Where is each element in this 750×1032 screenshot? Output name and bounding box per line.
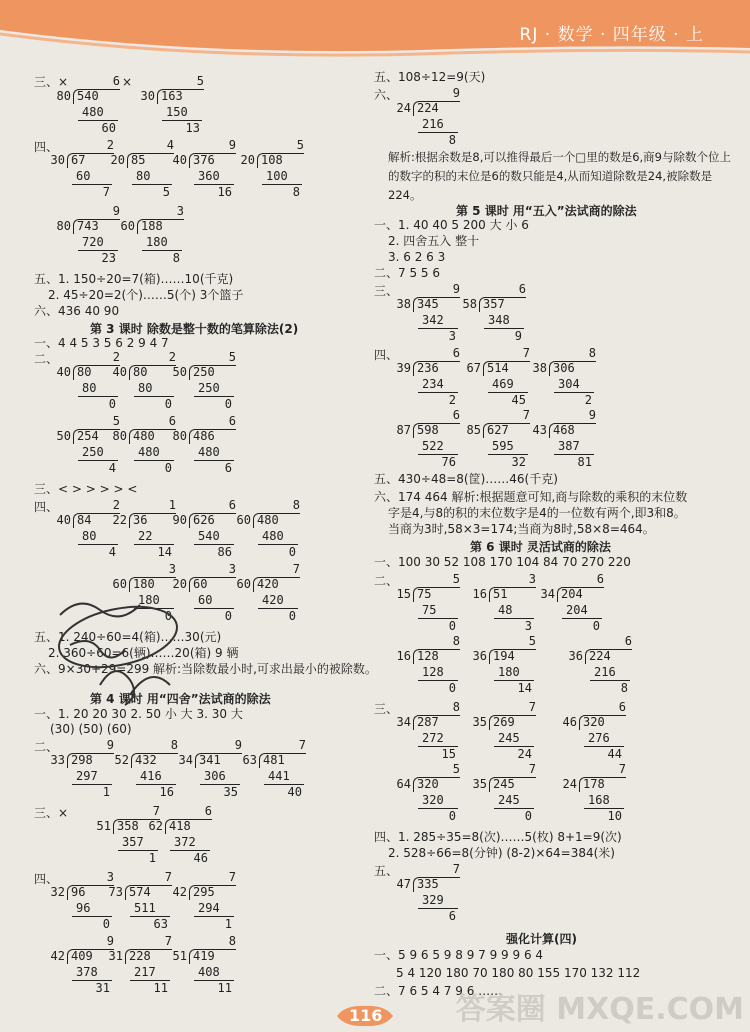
div-g: 9 80 743 720 23 [56,204,120,265]
div-a: 6 80 540 480 60 [56,74,120,135]
l5-yi3: 3. 6 2 6 3 [388,250,446,264]
r-div-q: 7 35 269 245 24 [472,700,536,761]
r-div-f: 8 38 306 304 2 [532,346,596,407]
div-af: 7 31 228 217 11 [108,934,172,995]
l5-er: 二、7 5 5 6 [374,266,440,280]
left-si-label: 四、 [34,140,59,154]
l3-wu2: 2. 360÷60=6(辆)……20(箱) 9 辆 [48,646,239,660]
r-div-i: 9 43 468 387 81 [532,408,596,469]
r-div-a: 9 24 224 216 8 [396,86,460,147]
l3-si: 四、 [34,500,59,514]
div-l: 5 50 254 250 4 [56,414,120,475]
r-div-c: 6 58 357 348 9 [462,282,526,343]
l3-san: 三、< > > > > < [34,482,138,496]
l6-er: 二、 [374,574,399,588]
left-san-label2: × [122,75,133,89]
r-div-d: 6 39 236 234 2 [396,346,460,407]
drill-row1: 一、5 9 6 5 9 8 9 7 9 9 9 6 4 [374,948,544,962]
div-n: 6 80 486 480 6 [172,414,236,475]
div-h: 3 60 188 180 8 [120,204,184,265]
l5-san: 三、 [374,284,399,298]
div-ae: 9 42 409 378 31 [50,934,114,995]
div-b: 5 30 163 150 13 [140,74,204,135]
div-p: 1 22 36 22 14 [112,498,176,559]
div-i: 2 40 80 80 0 [56,350,120,411]
div-f: 5 20 108 100 8 [240,138,304,199]
r-div-k: 3 16 51 48 3 [472,572,536,633]
r-div-b: 9 38 345 342 3 [396,282,460,343]
l5-yi2: 2. 四舍五入 整十 [388,234,480,248]
div-e: 9 40 376 360 16 [172,138,236,199]
div-j: 2 40 80 80 0 [112,350,176,411]
div-ad: 7 42 295 294 1 [172,870,236,931]
l6-wu: 五、 [374,864,399,878]
div-d: 4 20 85 80 5 [110,138,174,199]
r-div-s: 5 64 320 320 0 [396,762,460,823]
div-z: 7 51 358 357 1 [96,804,160,865]
right-liu: 六、 [374,88,399,102]
div-t: 3 20 60 60 0 [172,562,236,623]
r-div-e: 7 67 514 469 45 [466,346,530,407]
r-div-v: 7 47 335 329 6 [396,862,460,923]
r-div-u: 7 24 178 168 10 [562,762,626,823]
l5-liu2: 字是4,与8的积的末位数字是4的一位数有两个,即3和8。 [388,506,686,520]
left-liu: 六、436 40 90 [34,304,120,318]
div-m: 6 80 480 480 0 [112,414,176,475]
div-c: 2 30 67 60 7 [50,138,114,199]
l5-si: 四、 [374,348,399,362]
lesson4-heading: 第 4 课时 用“四舍”法试商的除法 [90,692,271,706]
l4-yi: 一、1. 20 20 30 2. 50 小 大 3. 30 大 [34,707,243,721]
handwritten-stamp [40,575,190,735]
l5-liu1: 六、174 464 解析:根据题意可知,商与除数的乘积的末位数 [374,490,688,504]
r-div-p: 8 34 287 272 15 [396,700,460,761]
l4-san: 三、× [34,806,69,820]
drill-row3: 二、7 6 5 4 7 9 6 …… [374,984,503,998]
l3-wu1: 五、1. 240÷60=4(箱)……30(元) [34,630,222,644]
l3-yi: 一、4 4 5 3 5 6 2 9 4 7 [34,336,169,350]
l5-yi1: 一、1. 40 40 5 200 大 小 6 [374,218,529,232]
r-div-m: 8 16 128 128 0 [396,634,460,695]
l3-er: 二、 [34,352,59,366]
r-div-r: 6 46 320 276 44 [562,700,626,761]
page-number: 116 [349,1006,383,1025]
r-div-l: 6 34 204 204 0 [540,572,604,633]
l5-wu: 五、430÷48=8(筐)……46(千克) [374,472,558,486]
r-div-n: 5 36 194 180 14 [472,634,536,695]
l6-yi: 一、100 30 52 108 170 104 84 70 270 220 [374,555,631,569]
l4-si: 四、 [34,872,59,886]
div-k: 5 50 250 250 0 [172,350,236,411]
div-ac: 7 73 574 511 63 [108,870,172,931]
div-s: 3 60 180 180 0 [112,562,176,623]
div-ab: 3 32 96 96 0 [50,870,114,931]
div-o: 2 40 84 80 4 [56,498,120,559]
div-u: 7 60 420 420 0 [236,562,300,623]
book-title: RJ · 数学 · 四年级 · 上 [519,25,704,45]
drill-row2: 5 4 120 180 70 180 80 155 170 132 112 [396,966,641,980]
analysis-note: 解析:根据余数是8,可以推得最后一个□里的数是6,商9与除数个位上的数字的积的末位是6的数只能是4,从而知道除数是24,被除数是224。 [388,150,731,202]
l6-san: 三、 [374,702,399,716]
l3-liu: 六、9×30+29=299 解析:当除数最小时,可求出最小的被除数。 [34,662,377,676]
l4-er: 二、 [34,740,59,754]
r-div-o: 6 36 224 216 8 [568,634,632,695]
div-x: 9 34 341 306 35 [178,738,242,799]
r-div-h: 7 85 627 595 32 [466,408,530,469]
div-q: 6 90 626 540 86 [172,498,236,559]
left-san-label: 三、× [34,75,69,89]
lesson3-heading: 第 3 课时 除数是整十数的笔算除法(2) [90,322,299,336]
left-wu1: 五、1. 150÷20=7(箱)……10(千克) [34,272,234,286]
left-wu2: 2. 45÷20=2(个)……5(个) 3个篮子 [48,288,244,302]
div-aa: 6 62 418 372 46 [148,804,212,865]
right-wu: 五、108÷12=9(天) [374,70,486,84]
lesson6-heading: 第 6 课时 灵活试商的除法 [470,540,611,554]
l4-yi2: (30) (50) (60) [50,722,132,736]
div-y: 7 63 481 441 40 [242,738,306,799]
drill-heading: 强化计算(四) [506,932,577,946]
l6-si1: 四、1. 285÷35=8(次)……5(枚) 8+1=9(次) [374,830,622,844]
r-div-t: 7 35 245 245 0 [472,762,536,823]
r-div-j: 5 15 75 75 0 [396,572,460,633]
div-v: 9 33 298 297 1 [50,738,114,799]
div-r: 8 60 480 480 0 [236,498,300,559]
div-w: 8 52 432 416 16 [114,738,178,799]
page-number-badge [335,1003,395,1029]
div-ag: 8 51 419 408 11 [172,934,236,995]
watermark: 答案圈 MXQE.COM [455,992,744,1027]
r-div-g: 6 87 598 522 76 [396,408,460,469]
l5-liu3: 当商为3时,58×3=174;当商为8时,58×8=464。 [388,522,655,536]
lesson5-heading: 第 5 课时 用“五入”法试商的除法 [456,204,637,218]
l6-si2: 2. 528÷66=8(分钟) (8-2)×64=384(米) [388,846,615,860]
